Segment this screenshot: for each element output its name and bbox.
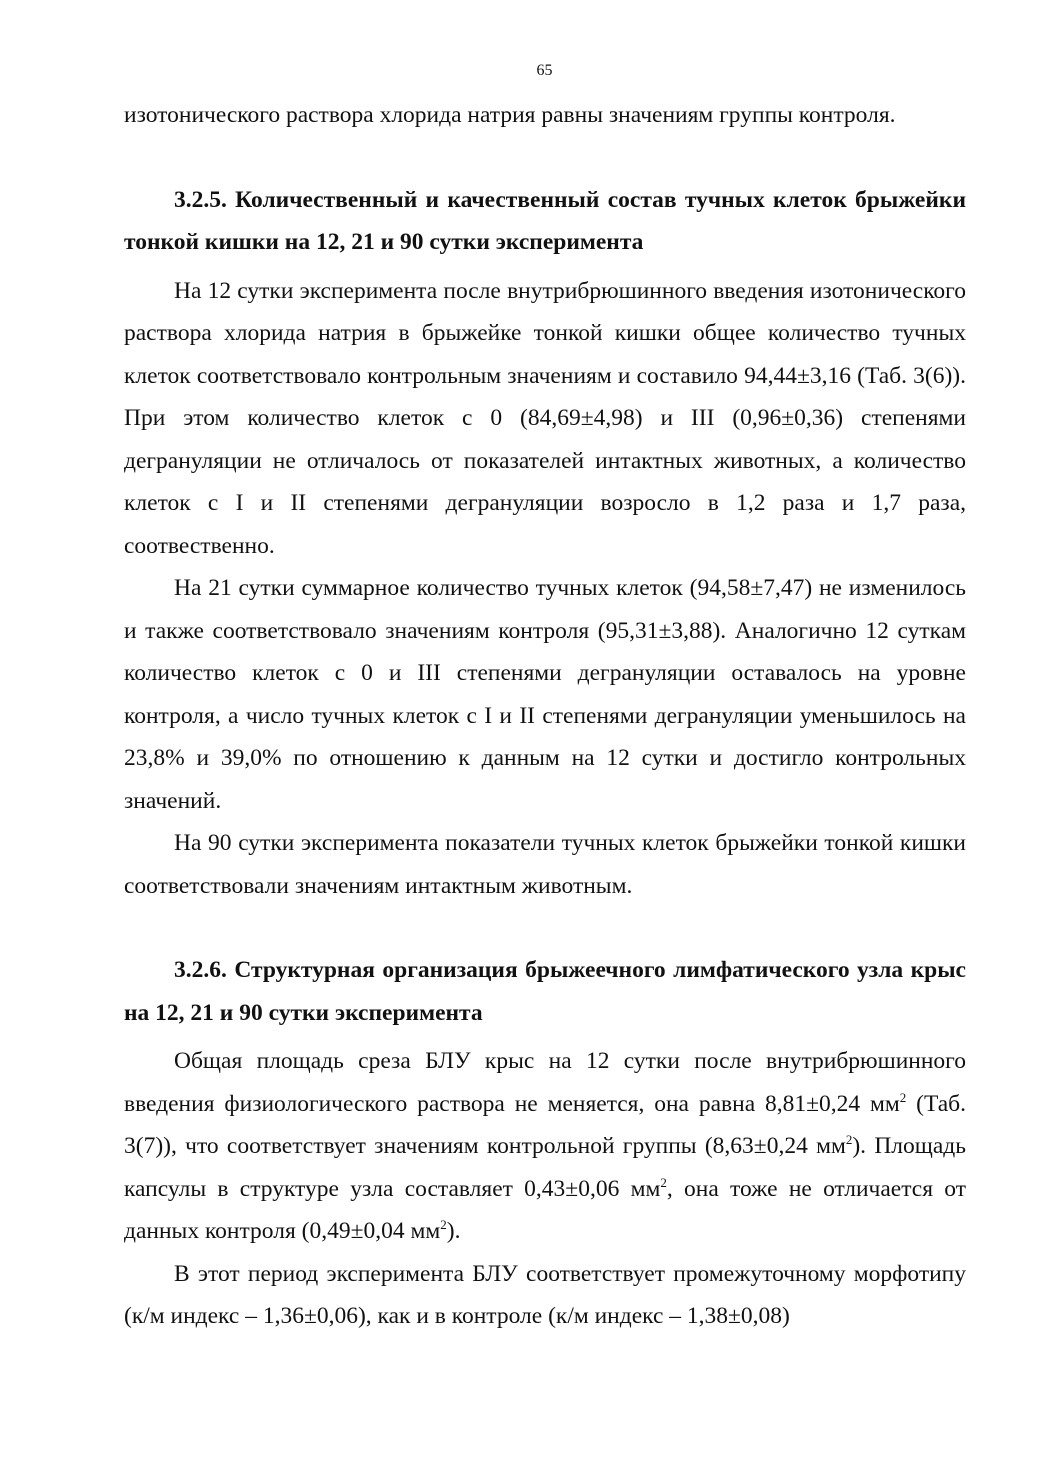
- section-heading-3-2-5: 3.2.5. Количественный и качественный состав тучных клеток брыжейки тонкой кишки на 12, 21 и 90 сутки эксперимента: [124, 186, 966, 255]
- text-run: ). Площадь капсулы в структуре узла составляет 0,43±0,06 мм: [124, 1133, 966, 1202]
- superscript: 2: [660, 1174, 667, 1190]
- document-body: [124, 94, 966, 1338]
- paragraph-lymph-node-area: [124, 1040, 966, 1253]
- section-heading-3-2-6: 3.2.6. Структурная организация брыжеечного лимфатического узла крыс на 12, 21 и 90 сутки эксперимента: [124, 957, 966, 1026]
- superscript: 2: [440, 1217, 447, 1232]
- section-spacer: [124, 137, 966, 179]
- text-run: Общая площадь среза БЛУ крыс на 12 сутки после внутрибрюшинного введения физиологического раствора не меняется, она равна 8,81±0,24 мм: [124, 1048, 966, 1117]
- superscript: 2: [899, 1089, 907, 1105]
- paragraph-day-21: На 21 сутки суммарное количество тучных клеток (94,58±7,47) не изменилось и также соответствовало значениям контроля (95,31±3,88). Аналогично 12 суткам количество клеток с 0 и III степенями дегрануляции оставалось на уровне контроля, а число тучных клеток с I и II степенями дегрануляции уменьшилось на 23,8% и 39,0% по отношению к данным на 12 сутки и достигло контрольных значений.: [124, 575, 966, 814]
- text-run: (Таб. 3(7)), что соответствует значениям контрольной группы (8,63±0,24 мм: [124, 1090, 966, 1159]
- text-run: , она тоже не отличается от данных контроля (0,49±0,04 мм: [124, 1175, 966, 1244]
- paragraph-day-90: На 90 сутки эксперимента показатели тучных клеток брыжейки тонкой кишки соответствовали значениям интактным животным.: [124, 830, 966, 899]
- paragraph-continuation: изотонического раствора хлорида натрия равны значениям группы контроля.: [124, 102, 896, 128]
- section-spacer: [124, 907, 966, 949]
- text-run: ).: [446, 1218, 461, 1244]
- paragraph-day-12: На 12 сутки эксперимента после внутрибрюшинного введения изотонического раствора хлорида натрия в брыжейке тонкой кишки общее количество тучных клеток соответствовало контрольным значениям и составило 94,44±3,16 (Таб. 3(6)). При этом количество клеток с 0 (84,69±4,98) и III (0,96±0,36) степенями дегрануляции не отличалось от показателей интактных животных, а количество клеток с I и II степенями дегрануляции возросло в 1,2 раза и 1,7 раза, соотвественно.: [124, 277, 966, 559]
- superscript: 2: [845, 1132, 853, 1147]
- paragraph-morphotype: В этот период эксперимента БЛУ соответствует промежуточному морфотипу (к/м индекс – 1,36±0,06), как и в контроле (к/м индекс – 1,38±0,08): [124, 1260, 966, 1329]
- page-number: 65: [536, 62, 553, 79]
